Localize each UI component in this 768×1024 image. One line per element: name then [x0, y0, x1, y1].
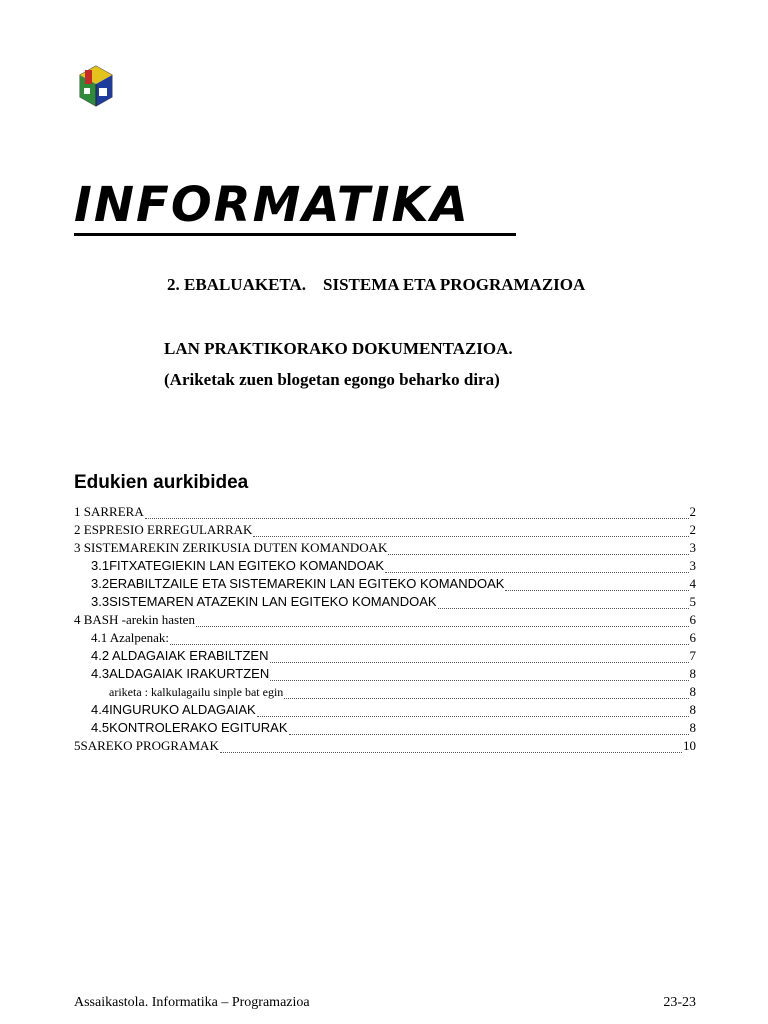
- toc-entry-label: 2 ESPRESIO ERREGULARRAK: [74, 522, 253, 537]
- toc-entry[interactable]: [74, 503, 696, 521]
- toc-entry[interactable]: [74, 611, 696, 629]
- toc-entry-label: ariketa : kalkulagailu sinple bat egin: [109, 685, 284, 699]
- toc-leader-dots: [284, 688, 688, 699]
- toc-entry-page: 2: [689, 504, 696, 519]
- toc-entry-label: 4 BASH -arekin hasten: [74, 612, 195, 627]
- toc-entry-page: 6: [689, 612, 696, 627]
- toc-entry[interactable]: [74, 737, 696, 755]
- toc-entry[interactable]: [74, 521, 696, 539]
- document-subtitle: 2. EBALUAKETA. SISTEMA ETA PROGRAMAZIOA: [167, 275, 586, 294]
- toc-entry-page: 2: [689, 522, 696, 537]
- toc-entry-page: 8: [689, 684, 696, 699]
- toc-entry-page: 6: [689, 630, 696, 645]
- toc-entry-page: 3: [689, 558, 696, 573]
- toc-entry[interactable]: [74, 575, 696, 593]
- toc-leader-dots: [289, 724, 689, 735]
- toc-entry-page: 8: [689, 702, 696, 717]
- toc-entry[interactable]: [74, 629, 696, 647]
- toc-entry-page: 7: [689, 648, 696, 663]
- toc-entry[interactable]: [74, 683, 696, 701]
- table-of-contents: [74, 503, 696, 755]
- toc-entry-label: 4.5KONTROLERAKO EGITURAK: [91, 720, 288, 735]
- toc-entry-label: 3.3SISTEMAREN ATAZEKIN LAN EGITEKO KOMANDOAK: [91, 594, 437, 609]
- toc-leader-dots: [438, 598, 689, 609]
- toc-leader-dots: [196, 616, 689, 627]
- documentation-heading: LAN PRAKTIKORAKO DOKUMENTAZIOA.: [164, 339, 513, 358]
- title-underline: [74, 233, 516, 236]
- toc-entry-label: 3.2ERABILTZAILE ETA SISTEMAREKIN LAN EGITEKO KOMANDOAK: [91, 576, 505, 591]
- toc-entry-label: 4.4INGURUKO ALDAGAIAK: [91, 702, 256, 717]
- toc-entry-label: 3 SISTEMAREKIN ZERIKUSIA DUTEN KOMANDOAK: [74, 540, 388, 555]
- document-title: INFORMATIKA: [74, 177, 470, 233]
- toc-entry[interactable]: [74, 719, 696, 737]
- toc-entry[interactable]: [74, 557, 696, 575]
- toc-entry-label: 4.1 Azalpenak:: [91, 630, 169, 645]
- toc-entry-label: 4.2 ALDAGAIAK ERABILTZEN: [91, 648, 269, 663]
- toc-leader-dots: [253, 526, 688, 537]
- toc-entry-label: 3.1FITXATEGIEKIN LAN EGITEKO KOMANDOAK: [91, 558, 385, 573]
- toc-entry-page: 3: [689, 540, 696, 555]
- toc-entry-label: 4.3ALDAGAIAK IRAKURTZEN: [91, 666, 270, 681]
- toc-leader-dots: [385, 562, 688, 573]
- toc-entry-label: 1 SARRERA: [74, 504, 144, 519]
- toc-leader-dots: [170, 634, 689, 645]
- toc-entry-page: 10: [683, 738, 696, 753]
- footer-page-number: 23-23: [663, 995, 696, 1010]
- toc-heading: Edukien aurkibidea: [74, 472, 249, 493]
- footer-source: Assaikastola. Informatika – Programazioa: [74, 995, 310, 1010]
- toc-entry-page: 8: [689, 666, 696, 681]
- toc-entry[interactable]: [74, 701, 696, 719]
- toc-entry[interactable]: [74, 647, 696, 665]
- toc-entry[interactable]: [74, 593, 696, 611]
- toc-entry[interactable]: [74, 539, 696, 557]
- toc-leader-dots: [220, 742, 682, 753]
- toc-leader-dots: [388, 544, 688, 555]
- documentation-note: (Ariketak zuen blogetan egongo beharko dira): [164, 370, 500, 389]
- toc-entry[interactable]: [74, 665, 696, 683]
- page-footer: [74, 995, 696, 1011]
- toc-leader-dots: [145, 508, 689, 519]
- toc-leader-dots: [270, 670, 688, 681]
- toc-leader-dots: [270, 652, 689, 663]
- toc-leader-dots: [257, 706, 689, 717]
- school-logo-icon: [76, 64, 116, 110]
- toc-entry-page: 5: [689, 594, 696, 609]
- toc-entry-page: 4: [689, 576, 696, 591]
- toc-entry-label: 5SAREKO PROGRAMAK: [74, 738, 219, 753]
- toc-leader-dots: [505, 580, 688, 591]
- toc-entry-page: 8: [689, 720, 696, 735]
